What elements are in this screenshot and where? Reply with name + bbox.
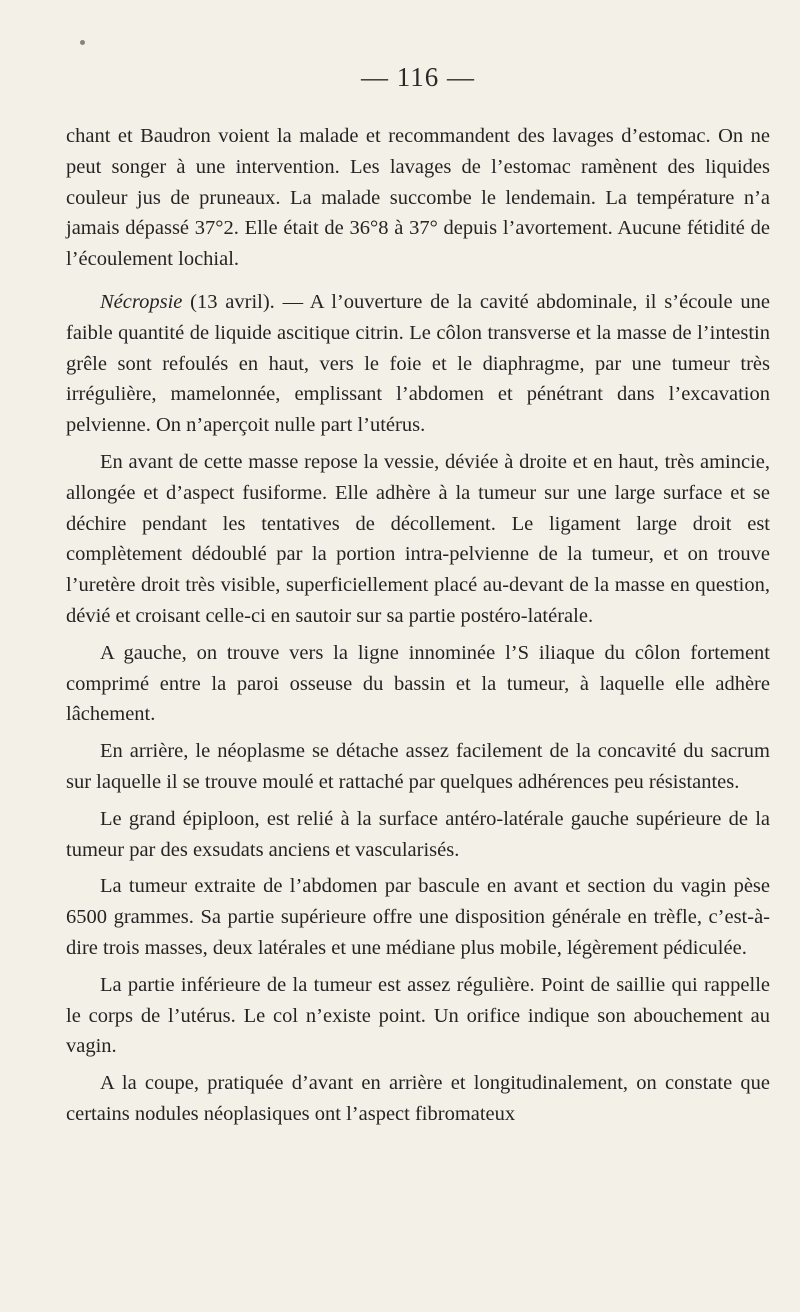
paragraph-2-label: Nécropsie: [100, 290, 183, 313]
paragraph-5: En arrière, le néoplasme se détache assez facilement de la concavité du sacrum sur laquelle il se trouve moulé et rattaché par quelques adhérences peu résistantes.: [66, 740, 770, 793]
ink-speck: [80, 40, 85, 45]
paragraph-2-text: (13 avril). — A l’ouverture de la cavité abdominale, il s’écoule une faible quantité de liquide ascitique citrin. Le côlon transverse et la masse de l’intestin grêle sont refoulés en haut, vers le foie et le diaphragme, par une tumeur très irrégulière, mamelonnée, emplissant l’abdomen et pénétrant dans l’excavation pelvienne. On n’aperçoit nulle part l’utérus.: [66, 290, 770, 437]
paragraph-4: A gauche, on trouve vers la ligne innominée l’S iliaque du côlon fortement comprimé entre la paroi osseuse du bassin et la tumeur, à laquelle elle adhère lâchement.: [66, 641, 770, 726]
paragraph-7: La tumeur extraite de l’abdomen par bascule en avant et section du vagin pèse 6500 grammes. Sa partie supérieure offre une disposition générale en trèfle, c’est-à-dire trois masses, deux latérales et une médiane plus mobile, légèrement pédiculée.: [66, 875, 770, 959]
paragraph-3: En avant de cette masse repose la vessie, déviée à droite et en haut, très amincie, allongée et d’aspect fusiforme. Elle adhère à la tumeur sur une large surface et se déchire pendant les tentatives de décollement. Le ligament large droit est complètement dédoublé par la portion intra-pelvienne de la tumeur, et on trouve l’uretère droit très visible, superficiellement placé au-devant de la masse en question, dévié et croisant celle-ci en sautoir sur sa partie postéro-latérale.: [66, 450, 770, 627]
paragraph-1: chant et Baudron voient la malade et recommandent des lavages d’estomac. On ne peut songer à une intervention. Les lavages de l’estomac ramènent des liquides couleur jus de pruneaux. La malade succombe le lendemain. La température n’a jamais dépassé 37°2. Elle était de 36°8 à 37° depuis l’avortement. Aucune fétidité de l’écoulement lochial.: [66, 125, 770, 271]
paragraph-9: A la coupe, pratiquée d’avant en arrière et longitudinalement, on constate que certains nodules néoplasiques ont l’aspect fibromateux: [66, 1072, 770, 1125]
paragraph-2: [66, 287, 770, 441]
paragraph-6: Le grand épiploon, est relié à la surface antéro-latérale gauche supérieure de la tumeur par des exsudats anciens et vascularisés.: [66, 807, 770, 861]
page-number: — 116 —: [361, 62, 475, 92]
paragraph-8: La partie inférieure de la tumeur est assez régulière. Point de saillie qui rappelle le corps de l’utérus. Le col n’existe point. Un orifice indique son abouchement au vagin.: [66, 973, 770, 1058]
